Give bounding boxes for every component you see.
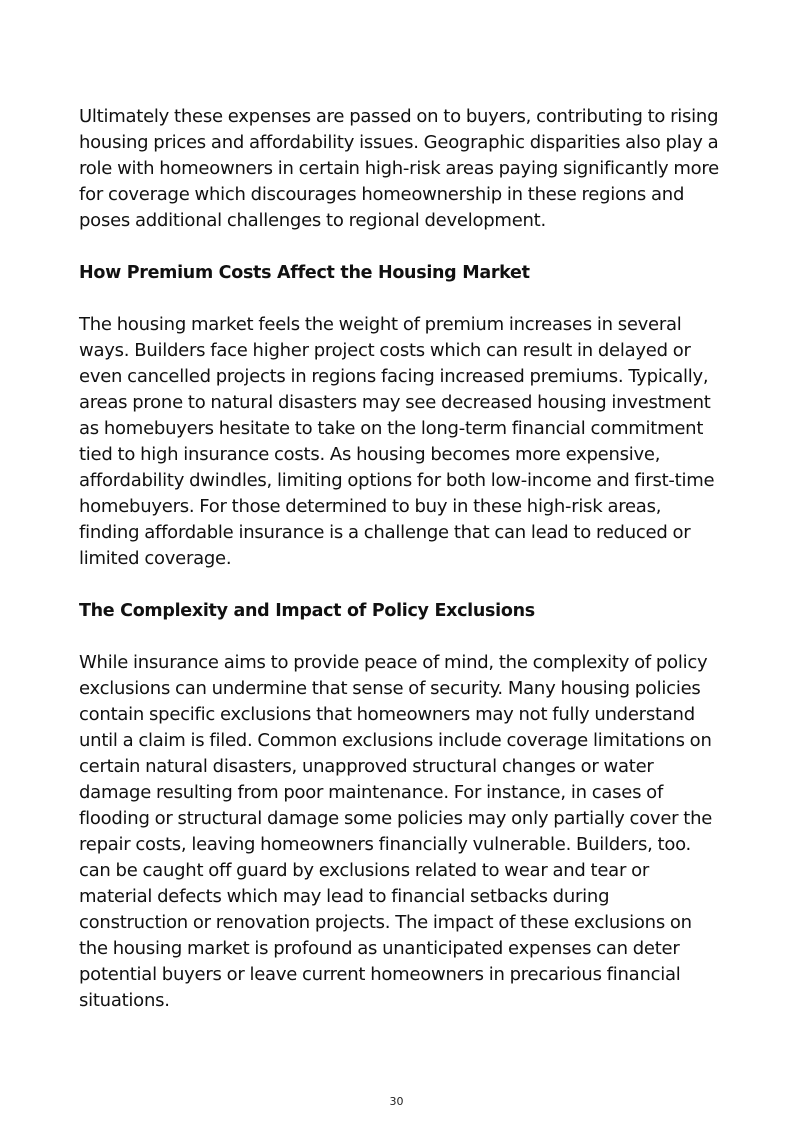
section-heading-policy-exclusions: The Complexity and Impact of Policy Exclusions <box>79 601 535 621</box>
document-body <box>79 104 719 1014</box>
section-heading-premium-costs: How Premium Costs Affect the Housing Market <box>79 263 530 283</box>
paragraph-housing-market: The housing market feels the weight of premium increases in several ways. Builders face higher project costs which can result in delayed or even cancelled projects in regions facing increased premiums. Typically, areas prone to natural disasters may see decreased housing investment as homebuyers hesitate to take on the long-term financial commitment tied to high insurance costs. As housing becomes more expensive, affordability dwindles, limiting options for both low-income and first-time homebuyers. For those determined to buy in these high-risk areas, finding affordable insurance is a challenge that can lead to reduced or limited coverage. <box>79 314 715 569</box>
spacer <box>79 234 719 260</box>
paragraph-policy-exclusions: While insurance aims to provide peace of mind, the complexity of policy exclusions can undermine that sense of security. Many housing policies contain specific exclusions that homeowners may not fully understand until a claim is filed. Common exclusions include coverage limitations on certain natural disasters, unapproved structural changes or water damage resulting from poor maintenance. For instance, in cases of flooding or structural damage some policies may only partially cover the repair costs, leaving homeowners financially vulnerable. Builders, too. can be caught off guard by exclusions related to wear and tear or material defects which may lead to financial setbacks during construction or renovation projects. The impact of these exclusions on the housing market is profound as unanticipated expenses can deter potential buyers or leave current homeowners in precarious financial situations. <box>79 652 713 1011</box>
spacer <box>79 572 719 598</box>
spacer <box>79 286 719 312</box>
page-number: 30 <box>389 1095 404 1108</box>
paragraph-intro: Ultimately these expenses are passed on to buyers, contributing to rising housing prices and affordability issues. Geographic disparities also play a role with homeowners in certain high-risk areas paying significantly more for coverage which discourages homeownership in these regions and poses additional challenges to regional development. <box>79 106 719 231</box>
spacer <box>79 624 719 650</box>
